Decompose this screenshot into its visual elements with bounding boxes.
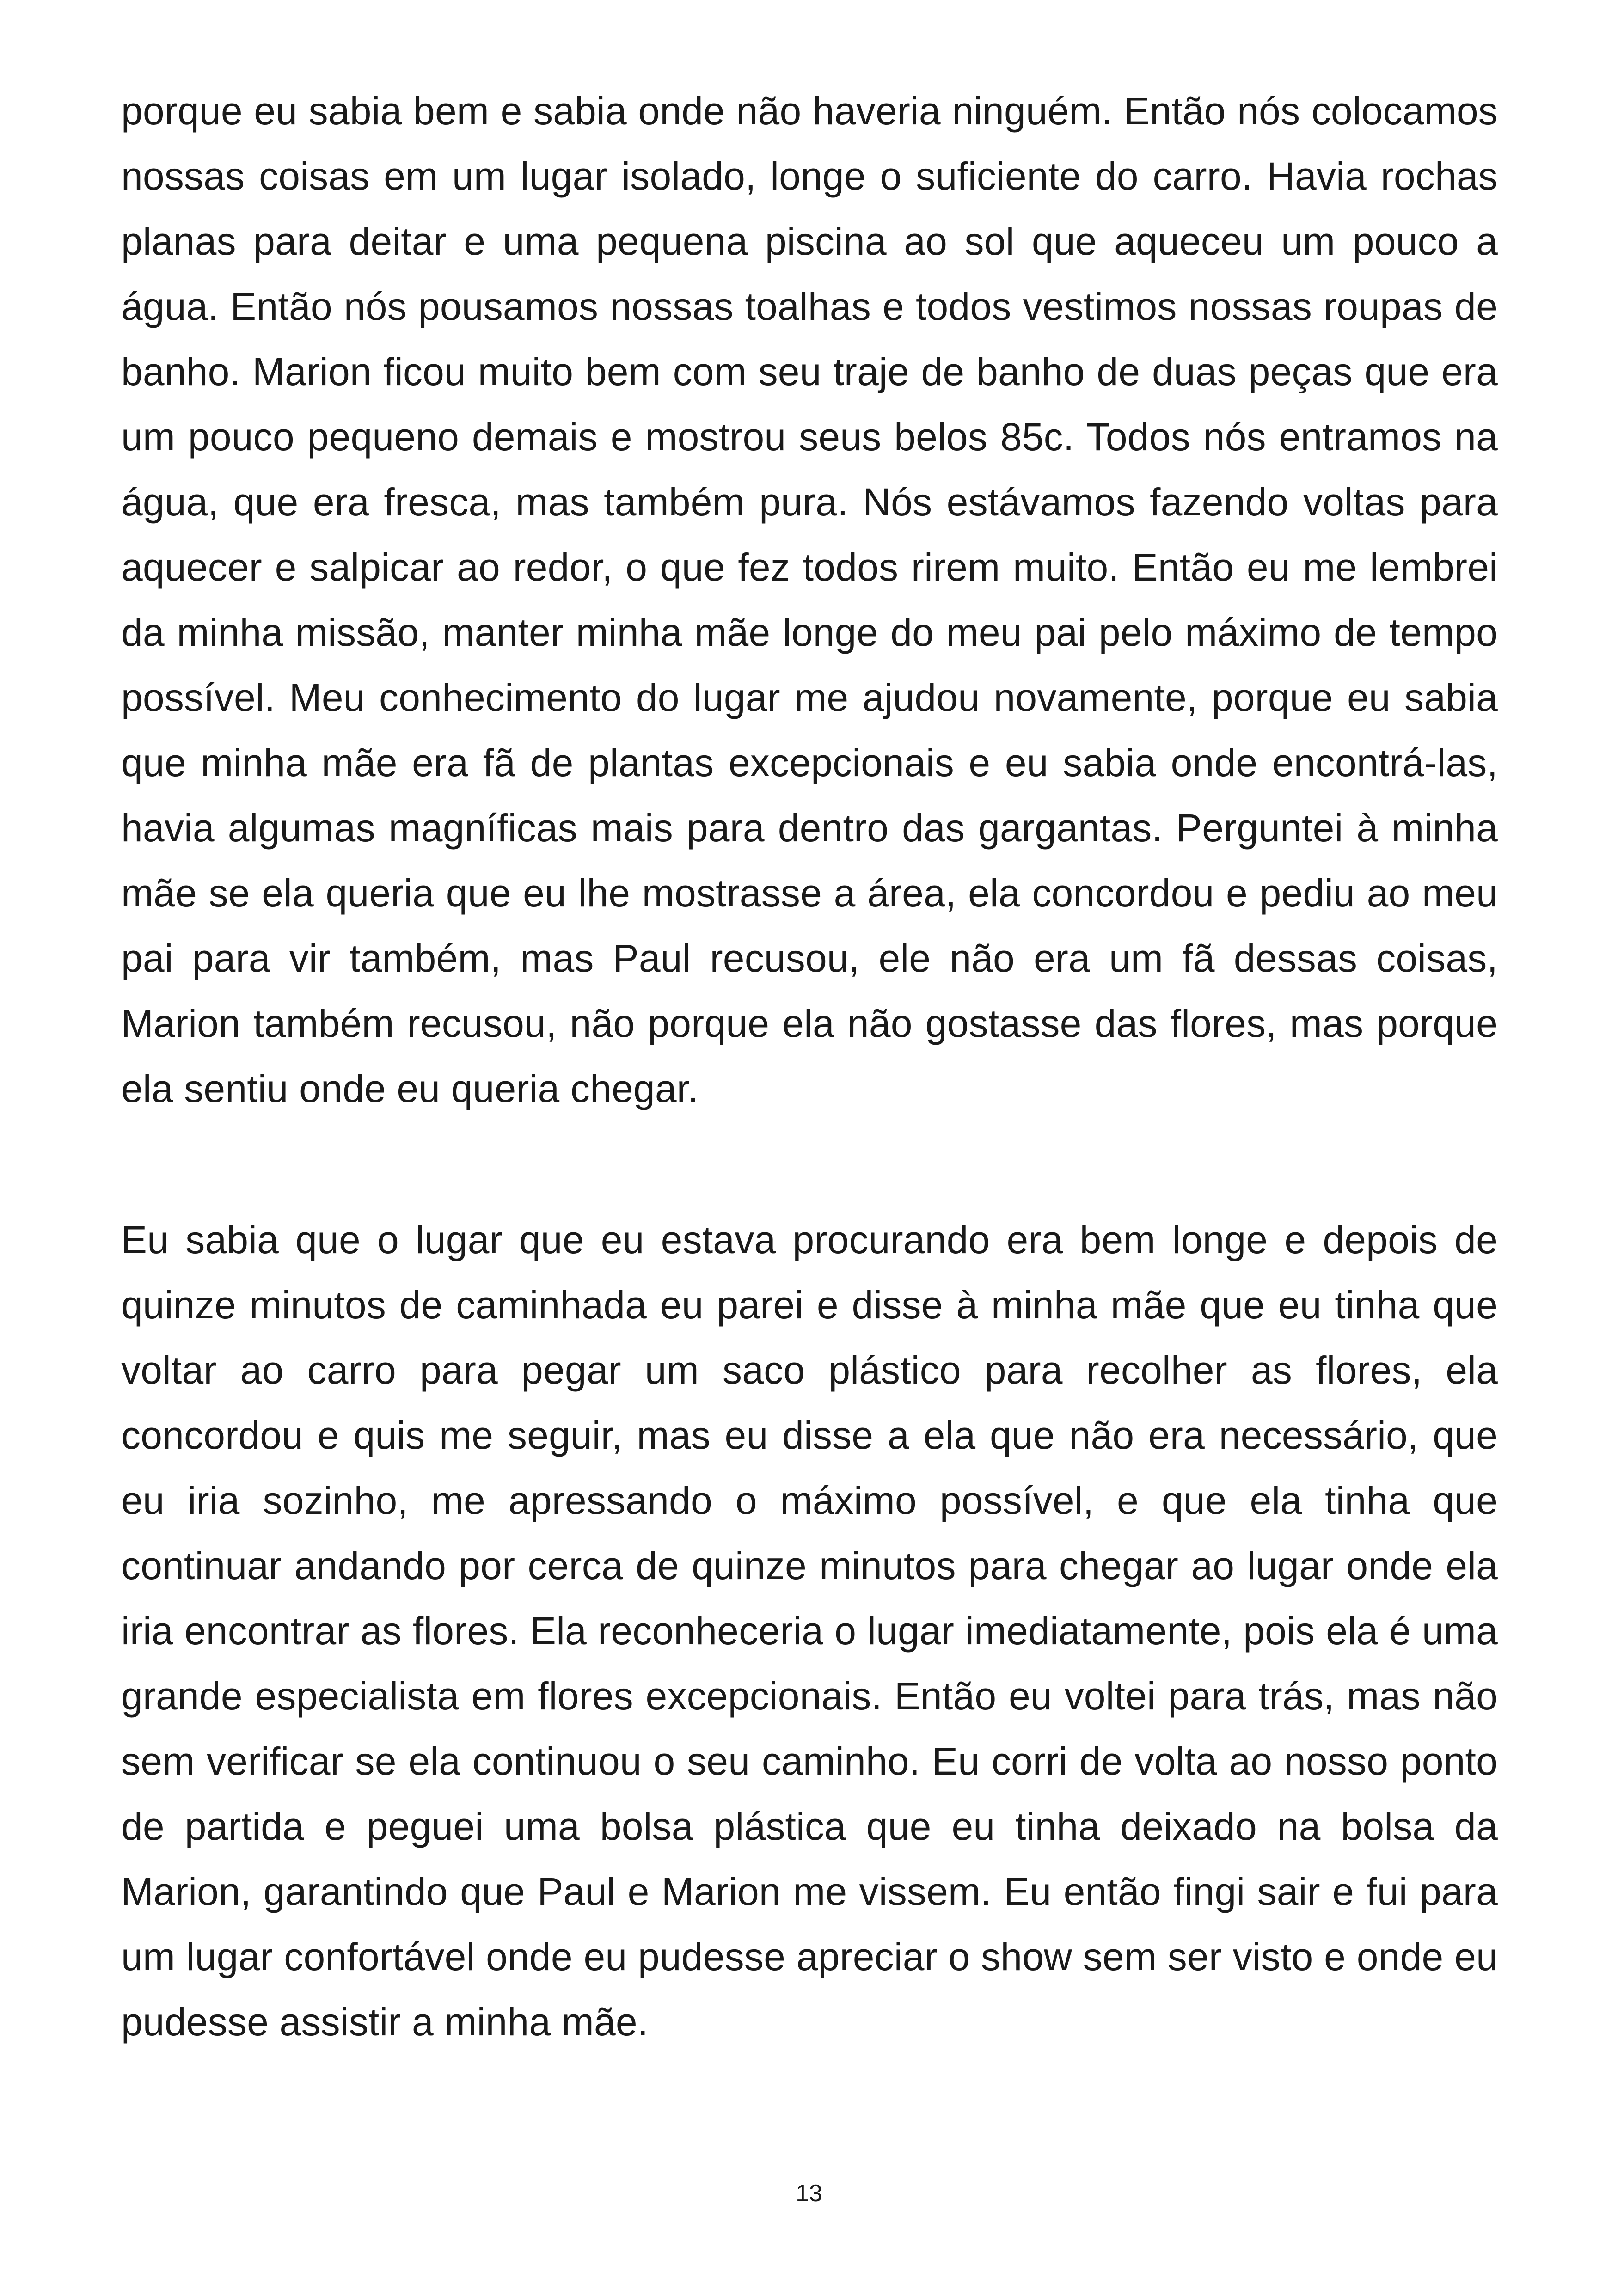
- page-number: 13: [796, 2180, 822, 2207]
- body-paragraph: porque eu sabia bem e sabia onde não haveria ninguém. Então nós colocamos nossas coisas em um lugar isolado, longe o suficiente do carro. Havia rochas planas para deitar e uma pequena piscina ao sol que aqueceu um pouco a água. Então nós pousamos nossas toalhas e todos vestimos nossas roupas de banho. Marion ficou muito bem com seu traje de banho de duas peças que era um pouco pequeno demais e mostrou seus belos 85c. Todos nós entramos na água, que era fresca, mas também pura. Nós estávamos fazendo voltas para aquecer e salpicar ao redor, o que fez todos rirem muito. Então eu me lembrei da minha missão, manter minha mãe longe do meu pai pelo máximo de tempo possível. Meu conhecimento do lugar me ajudou novamente, porque eu sabia que minha mãe era fã de plantas excepcionais e eu sabia onde encontrá-las, havia algumas magníficas mais para dentro das gargantas. Perguntei à minha mãe se ela queria que eu lhe mostrasse a área, ela concordou e pediu ao meu pai para vir também, mas Paul recusou, ele não era um fã dessas coisas, Marion também recusou, não porque ela não gostasse das flores, mas porque ela sentiu onde eu queria chegar.: [121, 89, 1498, 1110]
- body-paragraph: Eu sabia que o lugar que eu estava procurando era bem longe e depois de quinze minutos de caminhada eu parei e disse à minha mãe que eu tinha que voltar ao carro para pegar um saco plástico para recolher as flores, ela concordou e quis me seguir, mas eu disse a ela que não era necessário, que eu iria sozinho, me apressando o máximo possível, e que ela tinha que continuar andando por cerca de quinze minutos para chegar ao lugar onde ela iria encontrar as flores. Ela reconheceria o lugar imediatamente, pois ela é uma grande especialista em flores excepcionais. Então eu voltei para trás, mas não sem verificar se ela continuou o seu caminho. Eu corri de volta ao nosso ponto de partida e peguei uma bolsa plástica que eu tinha deixado na bolsa da Marion, garantindo que Paul e Marion me vissem. Eu então fingi sair e fui para um lugar confortável onde eu pudesse apreciar o show sem ser visto e onde eu pudesse assistir a minha mãe.: [121, 1218, 1498, 2044]
